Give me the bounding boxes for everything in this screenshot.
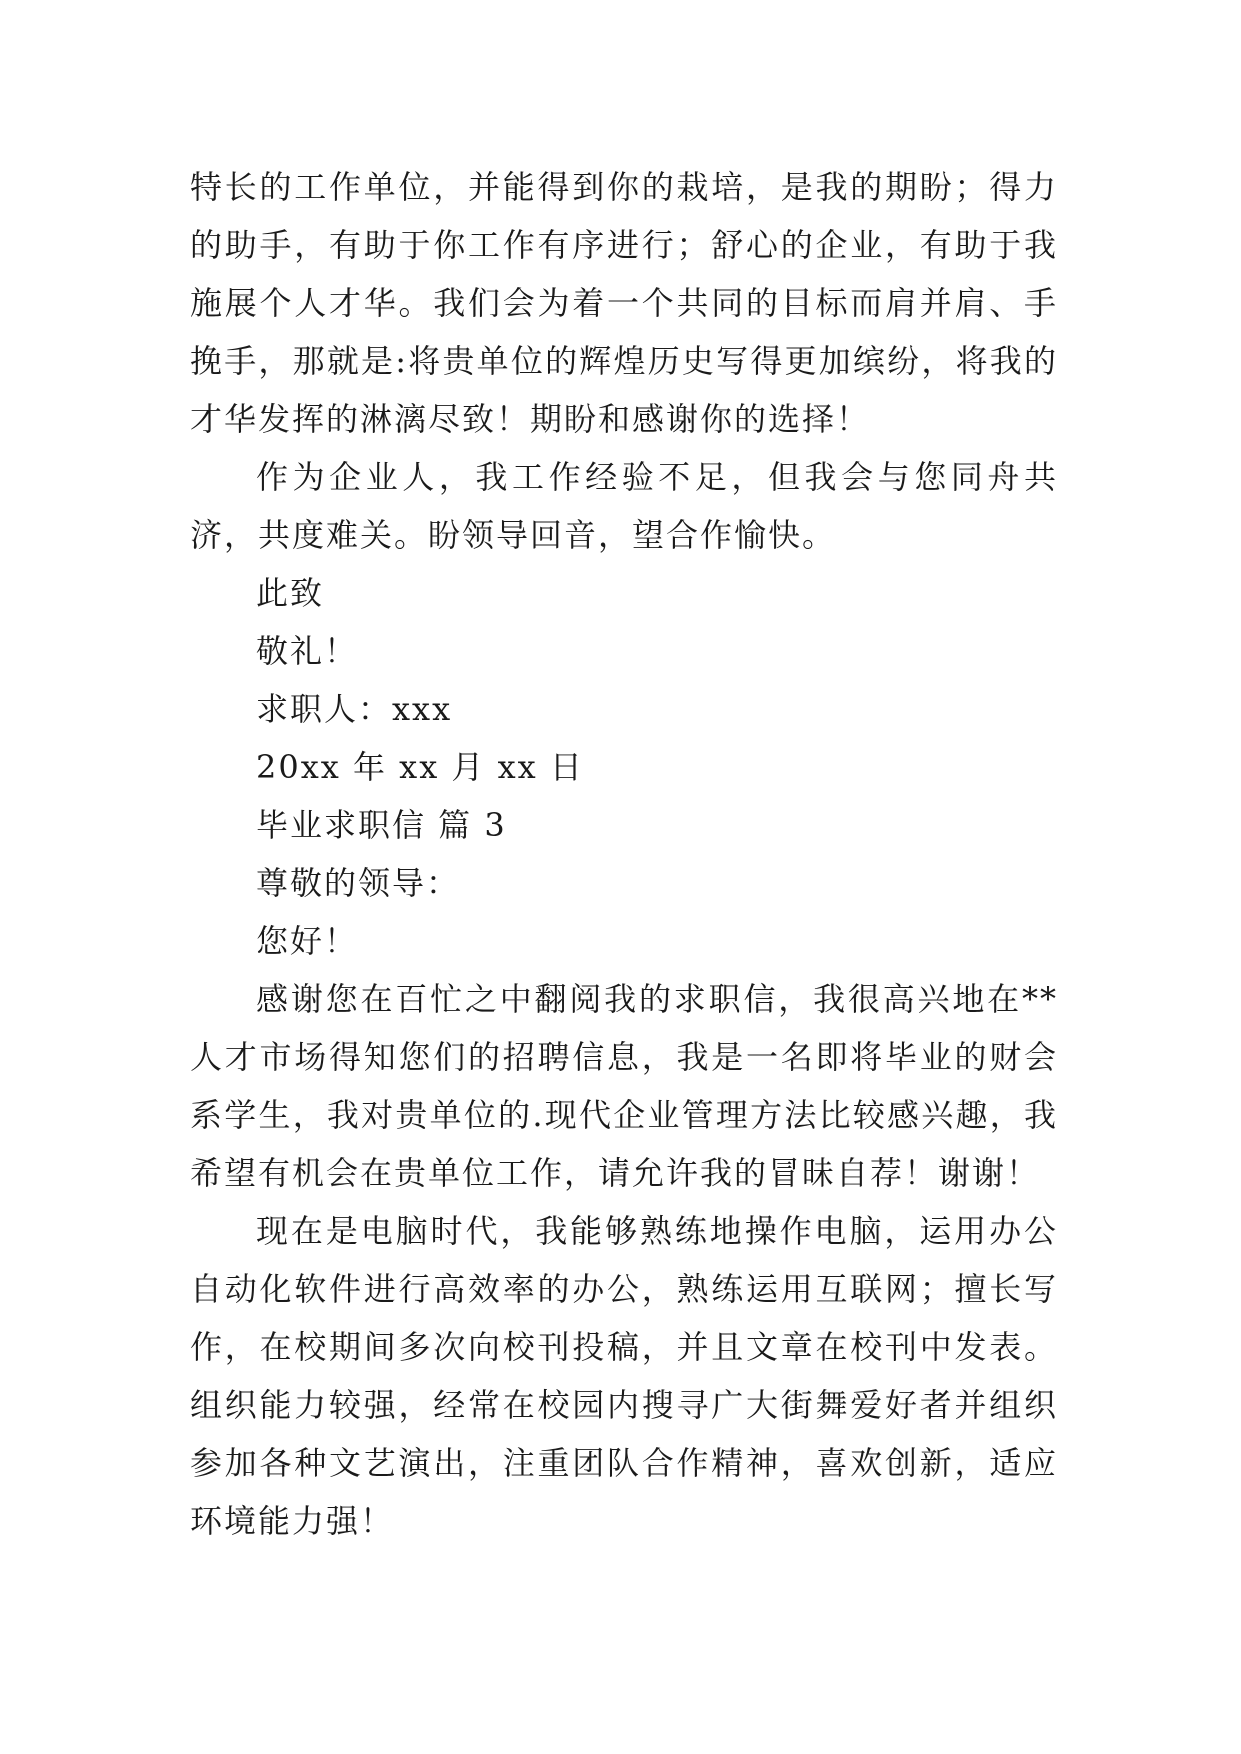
salutation-line: 尊敬的领导： [256,864,461,902]
document-body [190,158,1058,1550]
paragraph-skills: 现在是电脑时代，我能够熟练地操作电脑，运用办公自动化软件进行高效率的办公，熟练运用互联网；擅长写作，在校期间多次向校刊投稿，并且文章在校刊中发表。 组织能力较强，经常在校园内搜寻广大街舞爱好者并组织参加各种文艺演出，注重团队合作精神，喜欢创新，适应环境能力强！ [190,1212,1058,1540]
paragraph-introduction: 感谢您在百忙之中翻阅我的求职信，我很高兴地在**人才市场得知您们的招聘信息，我是一名即将毕业的财会系学生，我对贵单位的.现代企业管理方法比较感兴趣，我希望有机会在贵单位工作，请允许我的冒昧自荐！谢谢！ [190,980,1058,1192]
paragraph-experience: 作为企业人，我工作经验不足，但我会与您同舟共济，共度难关。盼领导回音，望合作愉快。 [190,458,1058,554]
greeting-line: 您好！ [256,922,359,960]
date-line: 20xx 年 xx 月 xx 日 [256,748,584,786]
closing-line-1: 此致 [256,574,325,612]
signature-line: 求职人：xxx [256,690,453,728]
closing-line-2: 敬礼！ [256,632,359,670]
section-title: 毕业求职信 篇 3 [256,806,507,844]
paragraph-continuation: 特长的工作单位，并能得到你的栽培，是我的期盼；得力的助手，有助于你工作有序进行；舒心的企业，有助于我施展个人才华。我们会为着一个共同的目标而肩并肩、手挽手，那就是:将贵单位的辉煌历史写得更加缤纷，将我的才华发挥的淋漓尽致！期盼和感谢你的选择！ [190,168,1058,438]
